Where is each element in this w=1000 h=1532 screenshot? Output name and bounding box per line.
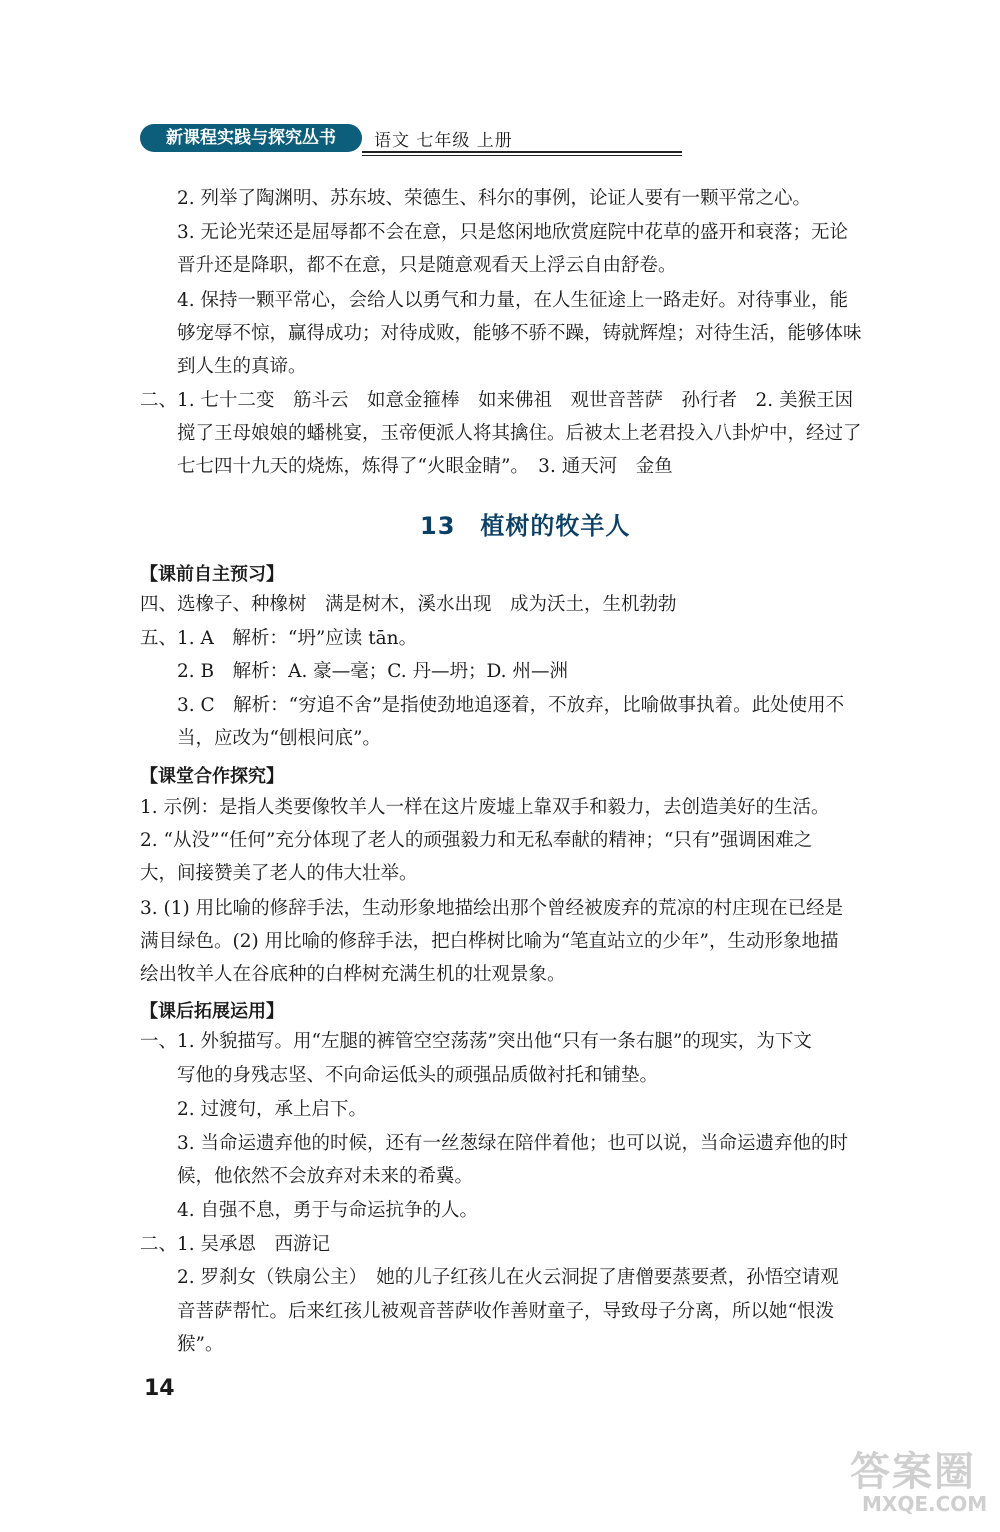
answer-line: 二、1. 七十二变 筋斗云 如意金箍棒 如来佛祖 观世音菩萨 孙行者 2. 美猴王因 bbox=[140, 390, 854, 411]
answer-line: 4. 自强不息，勇于与命运抗争的人。 bbox=[177, 1200, 479, 1221]
answer-line: 音菩萨帮忙。后来红孩儿被观音菩萨收作善财童子，导致母子分离，所以她“恨泼 bbox=[177, 1301, 834, 1322]
subject-label: 语文 七年级 上册 bbox=[374, 131, 513, 151]
answer-line: 3. 当命运遗弃他的时候，还有一丝葱绿在陪伴着他；也可以说，当命运遗弃他的时 bbox=[177, 1133, 849, 1154]
section-heading: 【课堂合作探究】 bbox=[140, 766, 284, 787]
answer-line: 写他的身残志坚、不向命运低头的顽强品质做衬托和铺垫。 bbox=[177, 1065, 659, 1086]
answer-line: 一、1. 外貌描写。用“左腿的裤管空空荡荡”突出他“只有一条右腿”的现实，为下文 bbox=[140, 1031, 812, 1052]
answer-line: 2. 列举了陶渊明、苏东坡、荣德生、科尔的事例，论证人要有一颗平常之心。 bbox=[177, 188, 812, 209]
answer-line: 绘出牧羊人在谷底种的白桦树充满生机的壮观景象。 bbox=[140, 964, 566, 985]
answer-line: 2. 罗刹女（铁扇公主） 她的儿子红孩儿在火云洞捉了唐僧要蒸要煮，孙悟空请观 bbox=[177, 1267, 839, 1288]
answer-line: 够宠辱不惊，赢得成功；对待成败，能够不骄不躁，铸就辉煌；对待生活，能够体味 bbox=[177, 323, 862, 344]
lesson-title: 13 植树的牧羊人 bbox=[420, 512, 631, 540]
series-badge: 新课程实践与探究丛书 bbox=[140, 124, 362, 152]
answer-line: 3. 无论光荣还是屈辱都不会在意，只是悠闲地欣赏庭院中花草的盛开和衰落；无论 bbox=[177, 222, 849, 243]
watermark-logo bbox=[840, 1440, 990, 1528]
running-header bbox=[140, 124, 550, 154]
section-heading: 【课前自主预习】 bbox=[140, 564, 284, 585]
answer-line: 3. (1) 用比喻的修辞手法，生动形象地描绘出那个曾经被废弃的荒凉的村庄现在已经是 bbox=[140, 898, 844, 919]
answer-line: 二、1. 吴承恩 西游记 bbox=[140, 1234, 331, 1255]
answer-line: 2. B 解析：A. 豪—毫；C. 丹—坍；D. 州—洲 bbox=[177, 661, 568, 682]
answer-line: 四、选橡子、种橡树 满是树木，溪水出现 成为沃土，生机勃勃 bbox=[140, 594, 677, 615]
answer-line: 2. “从没”“任何”充分体现了老人的顽强毅力和无私奉献的精神；“只有”强调困难之 bbox=[140, 830, 813, 851]
answer-line: 4. 保持一颗平常心，会给人以勇气和力量，在人生征途上一路走好。对待事业，能 bbox=[177, 290, 849, 311]
header-rule-thin bbox=[362, 155, 682, 156]
answer-line: 猴”。 bbox=[177, 1334, 224, 1355]
answer-line: 3. C 解析：“穷追不舍”是指使劲地追逐着，不放弃，比喻做事执着。此处使用不 bbox=[177, 695, 845, 716]
answer-line: 当，应改为“刨根问底”。 bbox=[177, 728, 381, 749]
answer-line: 候，他依然不会放弃对未来的希冀。 bbox=[177, 1166, 474, 1187]
answer-line: 大，间接赞美了老人的伟大壮举。 bbox=[140, 863, 418, 884]
header-rule bbox=[362, 151, 682, 153]
answer-line: 1. 示例：是指人类要像牧羊人一样在这片废墟上靠双手和毅力，去创造美好的生活。 bbox=[140, 797, 830, 818]
answer-line: 到人生的真谛。 bbox=[177, 356, 307, 377]
answer-line: 七七四十九天的烧炼，炼得了“火眼金睛”。 3. 通天河 金鱼 bbox=[177, 456, 673, 477]
watermark-text: 答案圈 bbox=[850, 1449, 976, 1495]
page-number: 14 bbox=[144, 1376, 175, 1401]
section-heading: 【课后拓展运用】 bbox=[140, 1001, 284, 1022]
answer-line: 搅了王母娘娘的蟠桃宴，玉帝便派人将其擒住。后被太上老君投入八卦炉中，经过了 bbox=[177, 423, 862, 444]
answer-line: 2. 过渡句，承上启下。 bbox=[177, 1099, 368, 1120]
answer-line: 满目绿色。(2) 用比喻的修辞手法，把白桦树比喻为“笔直站立的少年”，生动形象地描 bbox=[140, 931, 839, 952]
watermark-url: MXQE.COM bbox=[862, 1492, 988, 1516]
answer-line: 晋升还是降职，都不在意，只是随意观看天上浮云自由舒卷。 bbox=[177, 255, 677, 276]
answer-line: 五、1. A 解析：“坍”应读 tān。 bbox=[140, 628, 418, 649]
